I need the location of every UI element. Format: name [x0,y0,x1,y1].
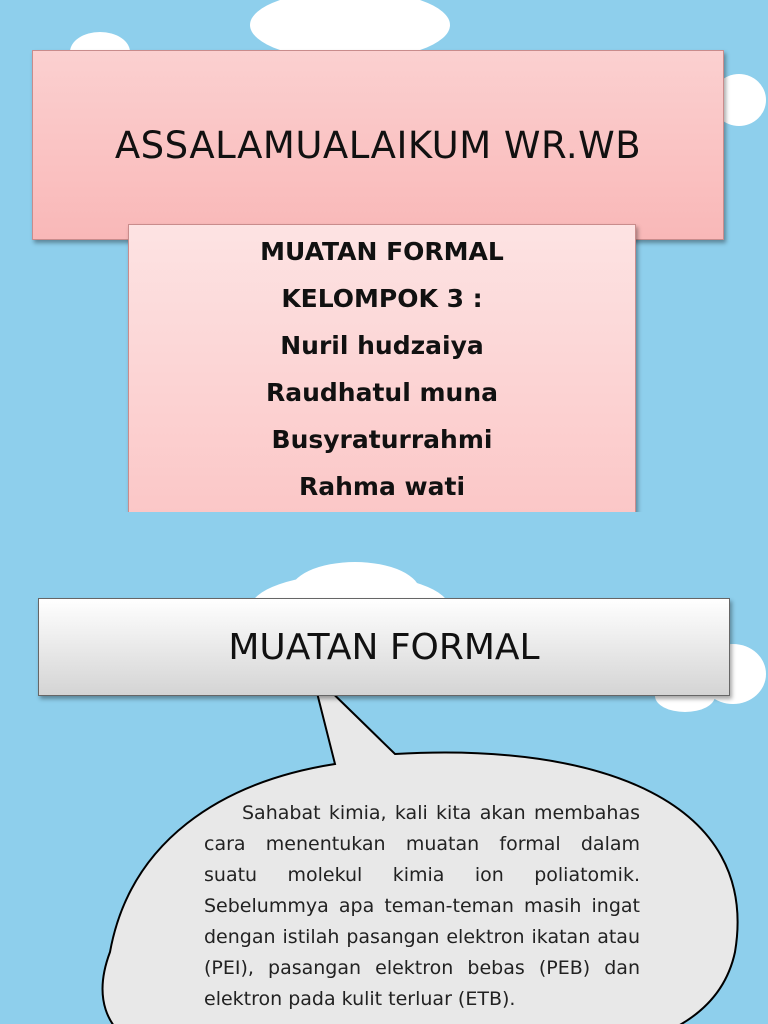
slide-heading: MUATAN FORMAL [228,626,540,668]
group-info-box [128,224,636,512]
bubble-paragraph: Sahabat kimia, kali kita akan membahas cara menentukan muatan formal dalam suatu molekul kimia ion poliatomik. Sebelummya apa teman-teman masih ingat dengan istilah pasangan elektron ikatan atau (PEI), pasangan elektron bebas (PEB) dan elektron pada kulit terluar (ETB). [204,802,640,1010]
title-box [32,50,724,240]
info-topic: MUATAN FORMAL [260,237,504,266]
slide-title: ASSALAMUALAIKUM WR.WB [114,123,642,167]
heading-box [38,598,730,696]
member-name: Rahma wati [298,472,466,501]
info-group: KELOMPOK 3 : [281,284,483,313]
member-name: Raudhatul muna [265,378,499,407]
member-name: Nuril hudzaiya [280,331,484,360]
slide-2 [0,512,768,1024]
member-name: Busyraturrahmi [271,425,493,454]
